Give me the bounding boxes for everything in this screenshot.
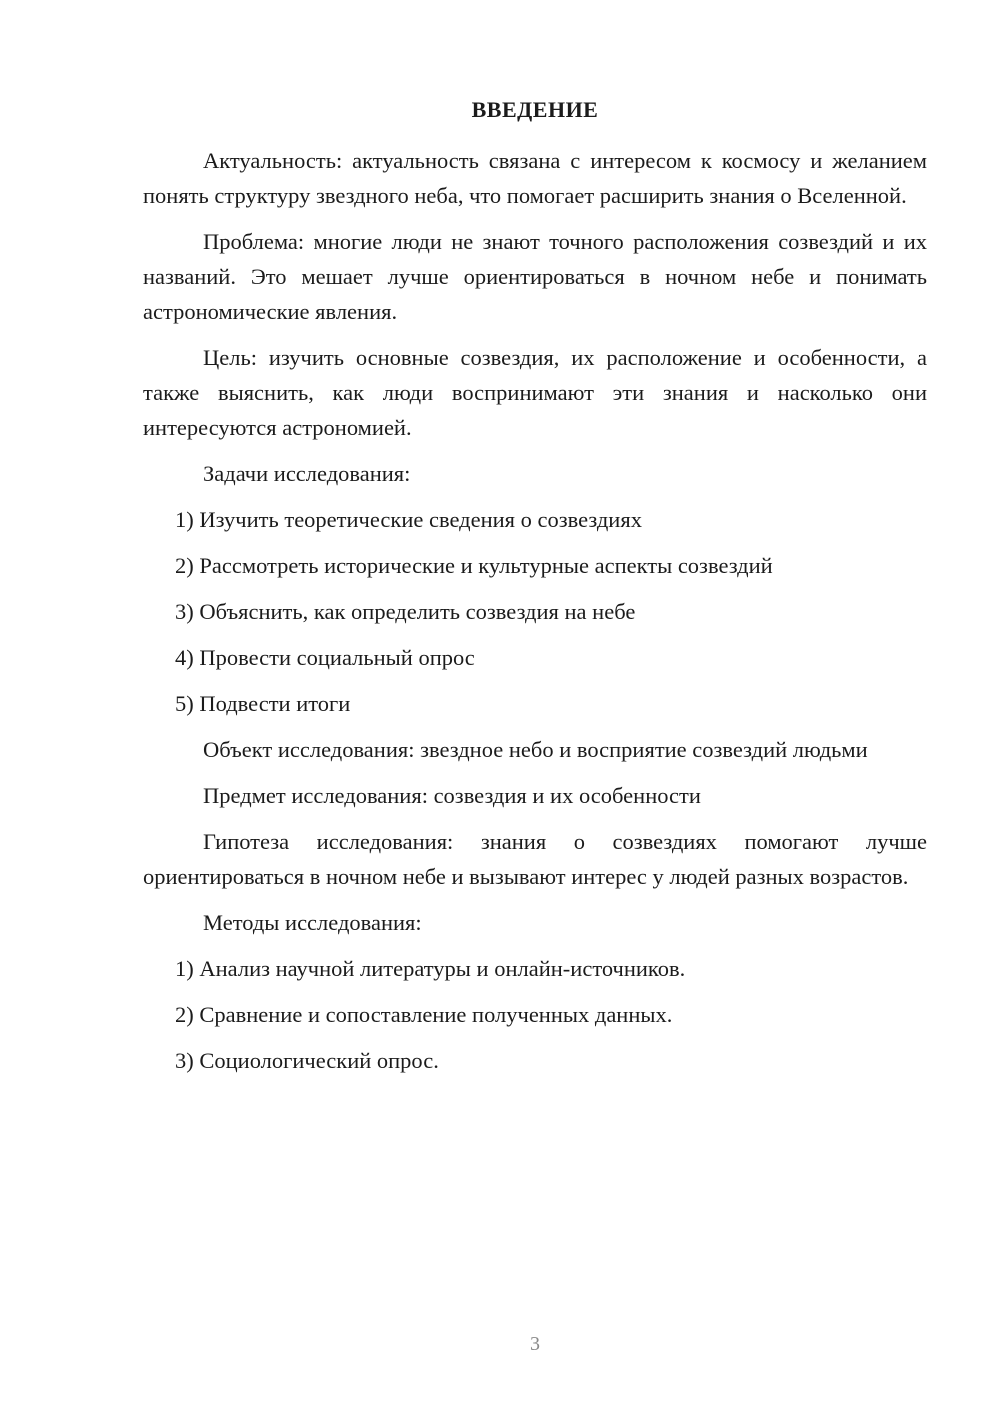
hypothesis-paragraph: Гипотеза исследования: знания о созвездиях помогают лучше ориентироваться в ночном небе и вызывают интерес у людей разных возрастов. [143,829,927,889]
task-item-4: 4) Провести социальный опрос [175,645,475,670]
method-item-1: 1) Анализ научной литературы и онлайн-источников. [175,956,686,981]
task-item-2: 2) Рассмотреть исторические и культурные аспекты созвездий [175,553,773,578]
task-item-5: 5) Подвести итоги [175,691,351,716]
method-item-3: 3) Социологический опрос. [175,1048,439,1073]
relevance-paragraph: Актуальность: актуальность связана с интересом к космосу и желанием понять структуру звездного неба, что помогает расширить знания о Вселенной. [143,148,927,208]
task-item-3: 3) Объяснить, как определить созвездия на небе [175,599,636,624]
page-heading: ВВЕДЕНИЕ [471,97,599,122]
problem-paragraph: Проблема: многие люди не знают точного расположения созвездий и их названий. Это мешает лучше ориентироваться в ночном небе и понимать астрономические явления. [143,229,927,324]
task-item-1: 1) Изучить теоретические сведения о созвездиях [175,507,642,532]
subject-paragraph: Предмет исследования: созвездия и их особенности [203,783,701,808]
goal-paragraph: Цель: изучить основные созвездия, их расположение и особенности, а также выяснить, как люди воспринимают эти знания и насколько они интересуются астрономией. [143,345,927,440]
methods-heading: Методы исследования: [203,910,422,935]
page-number: 3 [530,1333,540,1355]
method-item-2: 2) Сравнение и сопоставление полученных данных. [175,1002,673,1027]
object-paragraph: Объект исследования: звездное небо и восприятие созвездий людьми [203,737,868,762]
document-body [143,143,927,1089]
tasks-heading: Задачи исследования: [203,461,411,486]
